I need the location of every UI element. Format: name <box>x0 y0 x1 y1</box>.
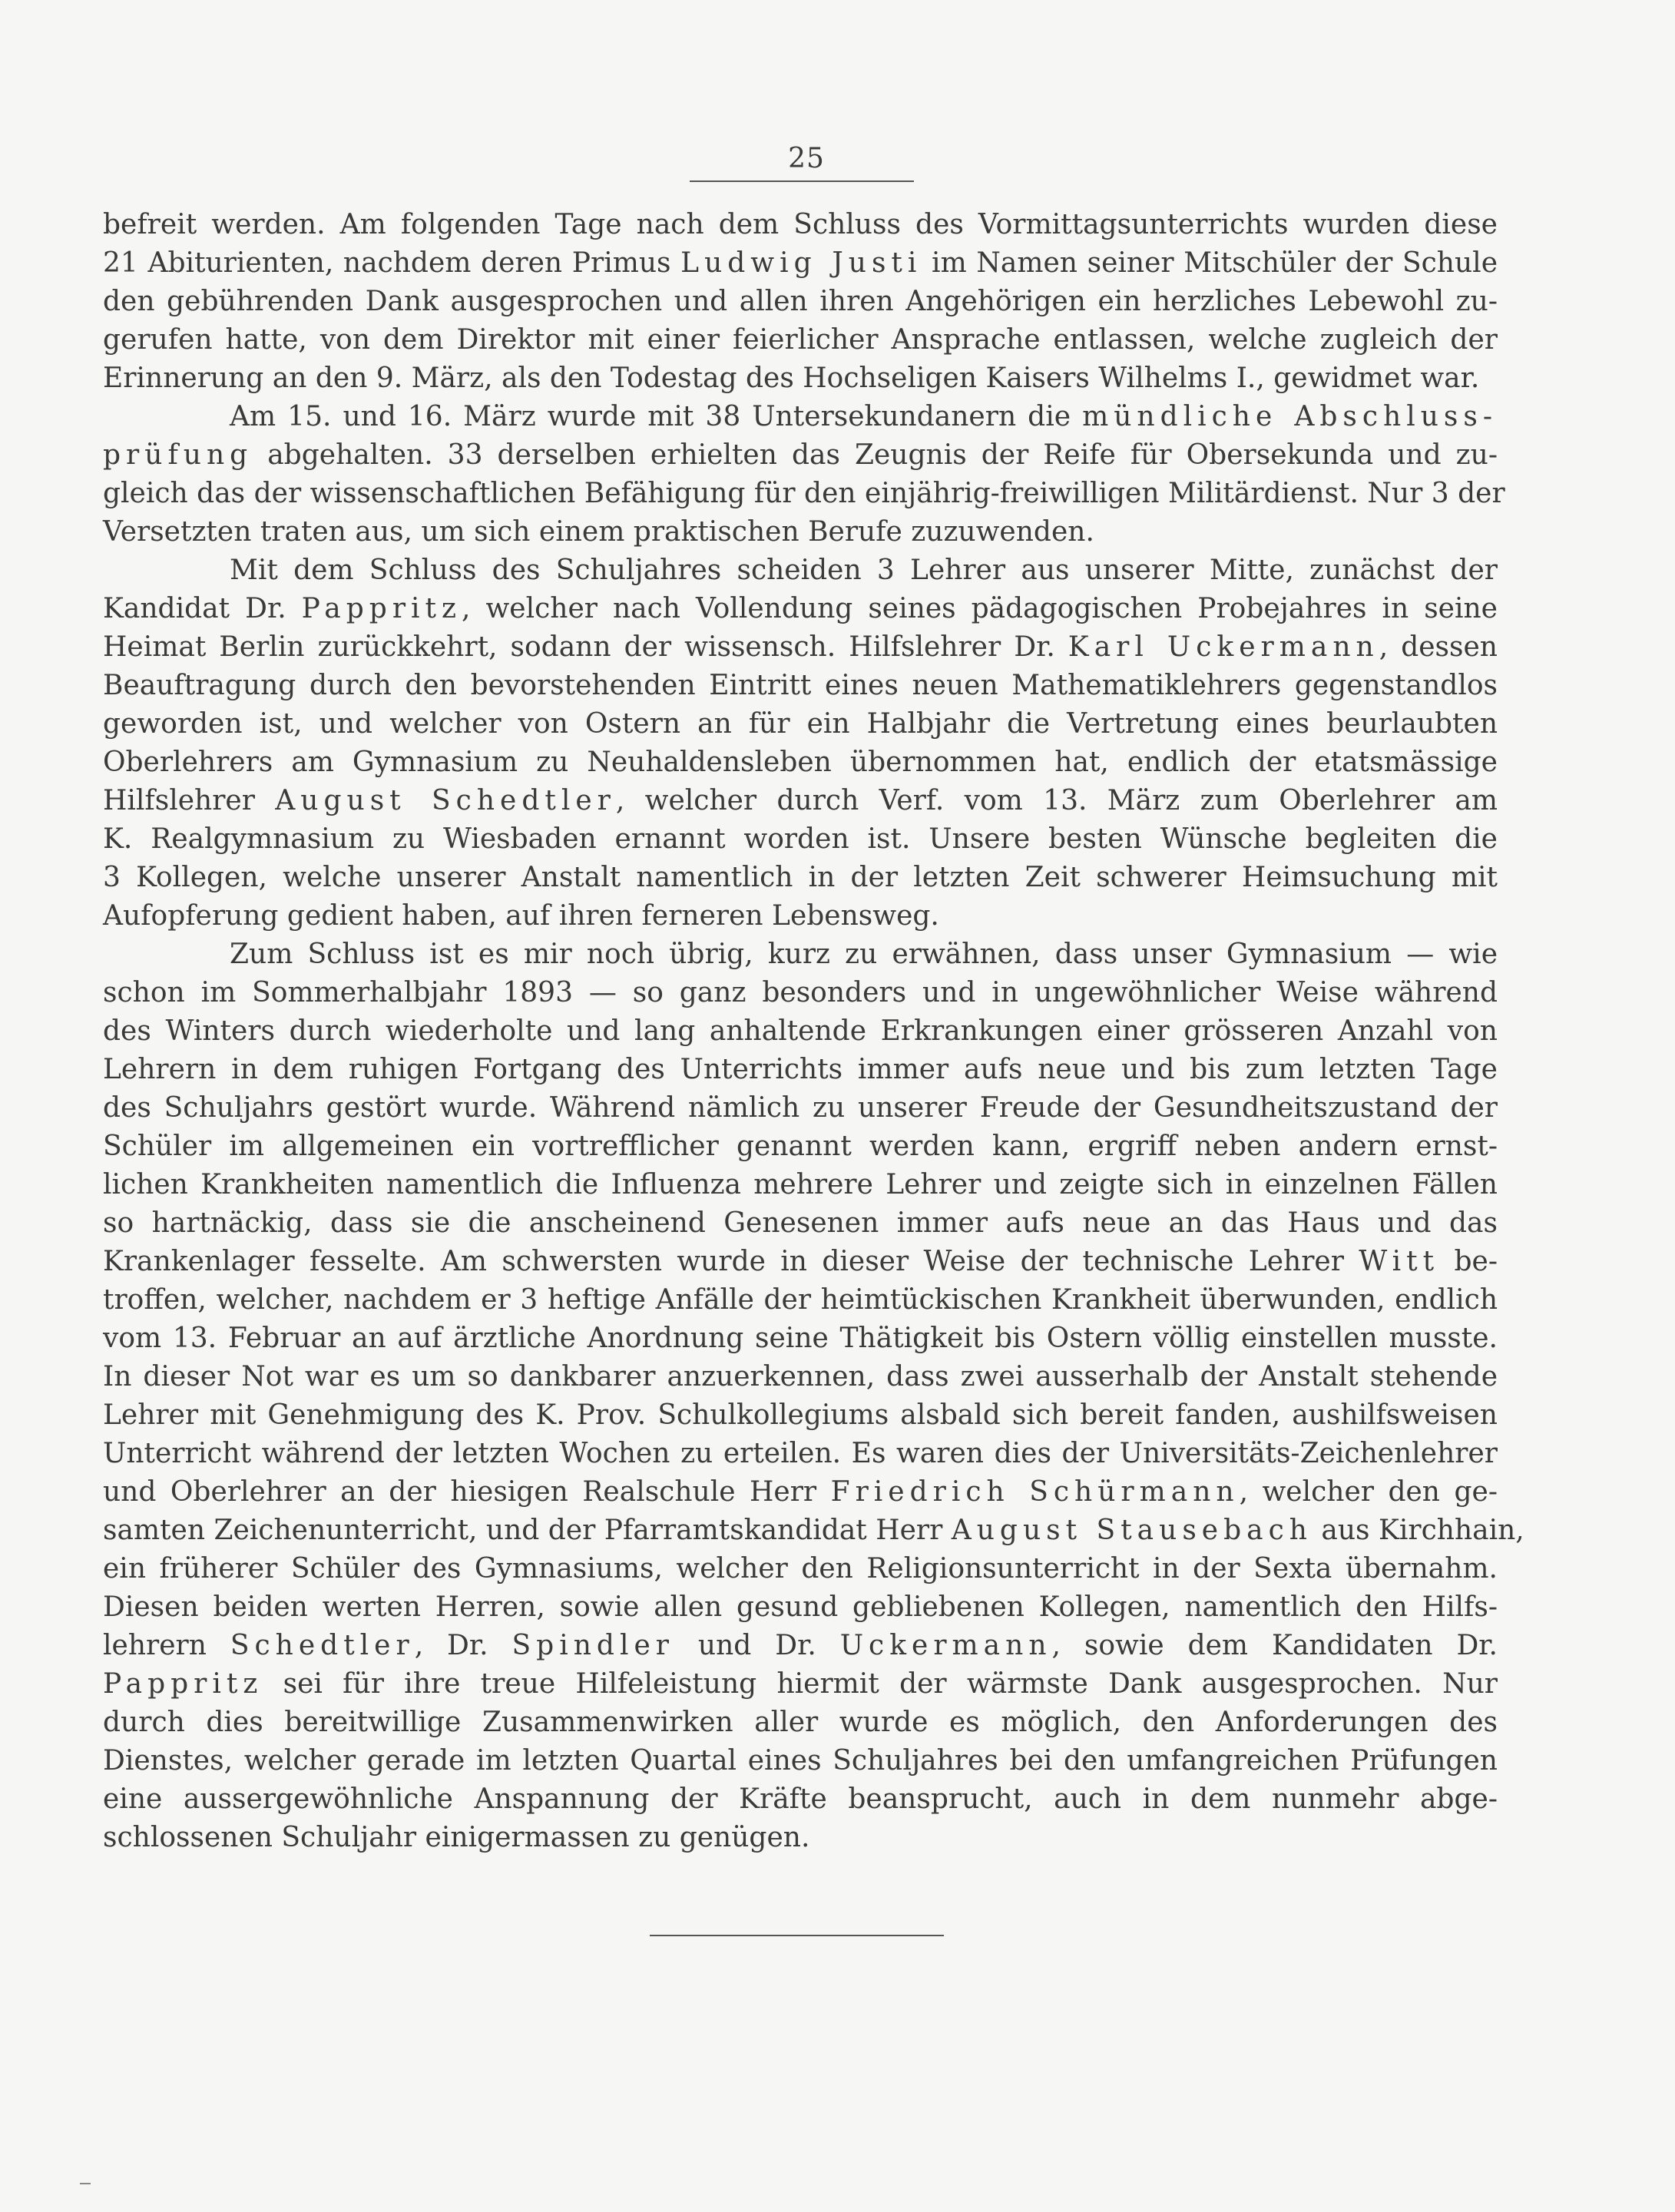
text-run: ein früherer Schüler des Gymnasiums, welcher den Religionsunterricht in der Sexta übernahm. <box>103 1553 1498 1584</box>
emphasized-name: Spindler <box>511 1630 674 1661</box>
text-line <box>103 513 1498 551</box>
text-line <box>103 1819 1498 1857</box>
text-line <box>103 705 1498 743</box>
text-run: gleich das der wissenschaftlichen Befähigung für den einjährig-freiwilligen Militärdienst. Nur 3 der <box>103 478 1505 509</box>
text-line <box>103 1473 1498 1512</box>
text-line <box>103 1166 1498 1204</box>
text-run: K. Realgymnasium zu Wiesbaden ernannt worden ist. Unsere besten Wünsche begleiten die <box>103 823 1498 855</box>
text-line <box>103 1281 1498 1320</box>
text-run: Dienstes, welcher gerade im letzten Quartal eines Schuljahres bei den umfangreichen Prüfungen <box>103 1745 1498 1777</box>
text-run: , sowie dem Kandidaten Dr. <box>1051 1630 1498 1661</box>
text-run: lichen Krankheiten namentlich die Influenza mehrere Lehrer und zeigte sich in einzelnen Fällen <box>103 1169 1498 1200</box>
text-line <box>103 667 1498 705</box>
emphasized-name: Pappritz <box>301 593 462 624</box>
text-run: aus Kirchhain, <box>1312 1515 1524 1546</box>
emphasized-name: Ludwig Justi <box>680 247 922 279</box>
text-run: durch dies bereitwillige Zusammenwirken aller wurde es möglich, den Anforderungen des <box>103 1707 1498 1738</box>
text-run: abgehalten. 33 derselben erhielten das Zeugnis der Reife für Obersekunda und zu- <box>253 439 1498 471</box>
text-run: und Dr. <box>674 1630 840 1661</box>
emphasized-name: Friedrich Schürmann <box>830 1476 1240 1508</box>
paragraph <box>103 935 1524 1857</box>
text-run: Krankenlager fesselte. Am schwersten wurde in dieser Weise der technische Lehrer <box>103 1246 1359 1277</box>
text-run: Zum Schluss ist es mir noch übrig, kurz zu erwähnen, dass unser Gymnasium — wie <box>230 939 1498 970</box>
text-line <box>103 359 1498 398</box>
text-line <box>103 1089 1498 1128</box>
text-run: 3 Kollegen, welche unserer Anstalt namentlich in der letzten Zeit schwerer Heimsuchung mit <box>103 862 1498 893</box>
text-line <box>103 244 1498 283</box>
text-run: Beauftragung durch den bevorstehenden Eintritt eines neuen Mathematiklehrers gegenstandlos <box>103 670 1498 701</box>
page-number: 25 <box>788 143 825 174</box>
text-run: so hartnäckig, dass sie die anscheinend Genesenen immer aufs neue an das Haus und das <box>103 1207 1498 1239</box>
header-rule <box>690 180 914 182</box>
emphasized-name: mündliche Abschluss- <box>1082 401 1498 432</box>
text-line <box>103 1012 1498 1051</box>
text-run: Hilfslehrer <box>103 785 276 816</box>
text-run: 21 Abiturienten, nachdem deren Primus <box>103 247 681 279</box>
text-line <box>103 398 1498 436</box>
text-line <box>103 1665 1498 1704</box>
text-run: und Oberlehrer an der hiesigen Realschule Herr <box>103 1476 831 1508</box>
paragraph <box>103 551 1498 935</box>
text-line <box>103 475 1505 513</box>
text-line <box>103 1128 1498 1166</box>
text-run: schon im Sommerhalbjahr 1893 — so ganz besonders und in ungewöhnlicher Weise während <box>103 977 1498 1008</box>
text-line <box>103 1204 1498 1243</box>
text-line <box>103 436 1498 475</box>
text-run: Schüler im allgemeinen ein vortrefflicher genannt werden kann, ergriff neben andern ernst- <box>103 1131 1498 1162</box>
text-run: Mit dem Schluss des Schuljahres scheiden 3 Lehrer aus unserer Mitte, zunächst der <box>230 555 1498 586</box>
text-line <box>103 1396 1498 1435</box>
text-run: Erinnerung an den 9. März, als den Todestag des Hochseligen Kaisers Wilhelms I., gewidmet war. <box>103 363 1480 394</box>
text-run: samten Zeichenunterricht, und der Pfarramtskandidat Herr <box>103 1515 952 1546</box>
text-line <box>103 782 1498 820</box>
text-run: Kandidat Dr. <box>103 593 302 624</box>
text-line <box>103 1243 1498 1281</box>
text-run: Lehrer mit Genehmigung des K. Prov. Schulkollegiums alsbald sich bereit fanden, aushilfsweisen <box>103 1399 1498 1431</box>
text-line <box>103 935 1498 974</box>
text-line <box>103 1320 1498 1358</box>
text-run: Lehrern in dem ruhigen Fortgang des Unterrichts immer aufs neue und bis zum letzten Tage <box>103 1054 1498 1085</box>
text-run: troffen, welcher, nachdem er 3 heftige Anfälle der heimtückischen Krankheit überwunden, endlich <box>103 1284 1498 1316</box>
text-line <box>103 1780 1498 1819</box>
text-line <box>103 1550 1498 1588</box>
text-line <box>103 551 1498 590</box>
text-run: In dieser Not war es um so dankbarer anzuerkennen, dass zwei ausserhalb der Anstalt stehende <box>103 1361 1498 1392</box>
end-rule <box>650 1935 944 1936</box>
text-run: Oberlehrers am Gymnasium zu Neuhaldensleben übernommen hat, endlich der etatsmässige <box>103 747 1498 778</box>
text-run: den gebührenden Dank ausgesprochen und allen ihren Angehörigen ein herzliches Lebewohl zu- <box>103 286 1498 317</box>
text-run: lehrern <box>103 1630 230 1661</box>
text-run: vom 13. Februar an auf ärztliche Anordnung seine Thätigkeit bis Ostern völlig einstellen musste. <box>103 1323 1498 1354</box>
text-line <box>103 283 1498 321</box>
emphasized-name: Pappritz <box>103 1668 263 1700</box>
text-line <box>103 1742 1498 1780</box>
text-run: , Dr. <box>414 1630 512 1661</box>
text-line <box>103 743 1498 782</box>
emphasized-name: Witt <box>1359 1246 1440 1277</box>
text-run: gerufen hatte, von dem Direktor mit einer feierlicher Ansprache entlassen, welche zugleich der <box>103 324 1498 356</box>
text-line <box>103 206 1498 244</box>
text-run: Heimat Berlin zurückkehrt, sodann der wissensch. Hilfslehrer Dr. <box>103 631 1068 663</box>
text-run: be- <box>1439 1246 1498 1277</box>
text-run: Versetzten traten aus, um sich einem praktischen Berufe zuzuwenden. <box>103 516 1094 548</box>
text-line <box>103 1512 1524 1550</box>
emphasized-name: prüfung <box>103 439 253 471</box>
text-line <box>103 1704 1498 1742</box>
text-run: , dessen <box>1379 631 1498 663</box>
emphasized-name: Schedtler <box>230 1630 415 1661</box>
text-run: Unterricht während der letzten Wochen zu erteilen. Es waren dies der Universitäts-Zeichenlehrer <box>103 1438 1498 1469</box>
text-line <box>103 590 1498 628</box>
text-run: , welcher nach Vollendung seines pädagogischen Probejahres in seine <box>462 593 1498 624</box>
text-run: schlossenen Schuljahr einigermassen zu genügen. <box>103 1822 810 1853</box>
body-text <box>103 206 1524 1857</box>
text-run: Aufopferung gedient haben, auf ihren ferneren Lebensweg. <box>103 900 939 932</box>
emphasized-name: Karl Uckermann <box>1068 631 1379 663</box>
text-run: eine aussergewöhnliche Anspannung der Kräfte beansprucht, auch in dem nunmehr abge- <box>103 1783 1498 1815</box>
text-line <box>103 820 1498 859</box>
text-line <box>103 321 1498 359</box>
text-run: geworden ist, und welcher von Ostern an für ein Halbjahr die Vertretung eines beurlaubten <box>103 708 1498 740</box>
text-line <box>103 1435 1498 1473</box>
text-line <box>103 1051 1498 1089</box>
text-line <box>103 1588 1498 1627</box>
emphasized-name: August Stausebach <box>951 1515 1313 1546</box>
text-line <box>103 1358 1498 1396</box>
text-run: , welcher durch Verf. vom 13. März zum Oberlehrer am <box>615 785 1498 816</box>
text-run: Diesen beiden werten Herren, sowie allen gesund gebliebenen Kollegen, namentlich den Hilfs- <box>103 1591 1498 1623</box>
emphasized-name: August Schedtler <box>275 785 616 816</box>
text-run: , welcher den ge- <box>1239 1476 1498 1508</box>
text-line <box>103 974 1498 1012</box>
text-line <box>103 1627 1498 1665</box>
paragraph <box>103 398 1505 551</box>
emphasized-name: Uckermann <box>839 1630 1052 1661</box>
text-run: befreit werden. Am folgenden Tage nach dem Schluss des Vormittagsunterrichts wurden diese <box>103 209 1498 240</box>
text-run: sei für ihre treue Hilfeleistung hiermit der wärmste Dank ausgesprochen. Nur <box>263 1668 1498 1700</box>
text-run: des Schuljahrs gestört wurde. Während nämlich zu unserer Freude der Gesundheitszustand der <box>103 1092 1498 1124</box>
text-run: des Winters durch wiederholte und lang anhaltende Erkrankungen einer grösseren Anzahl von <box>103 1015 1498 1047</box>
text-run: Am 15. und 16. März wurde mit 38 Untersekundanern die <box>230 401 1083 432</box>
text-run: im Namen seiner Mitschüler der Schule <box>922 247 1498 279</box>
paragraph <box>103 206 1498 398</box>
edge-mark <box>80 2183 91 2184</box>
text-line <box>103 628 1498 667</box>
text-line <box>103 897 1498 935</box>
text-line <box>103 859 1498 897</box>
